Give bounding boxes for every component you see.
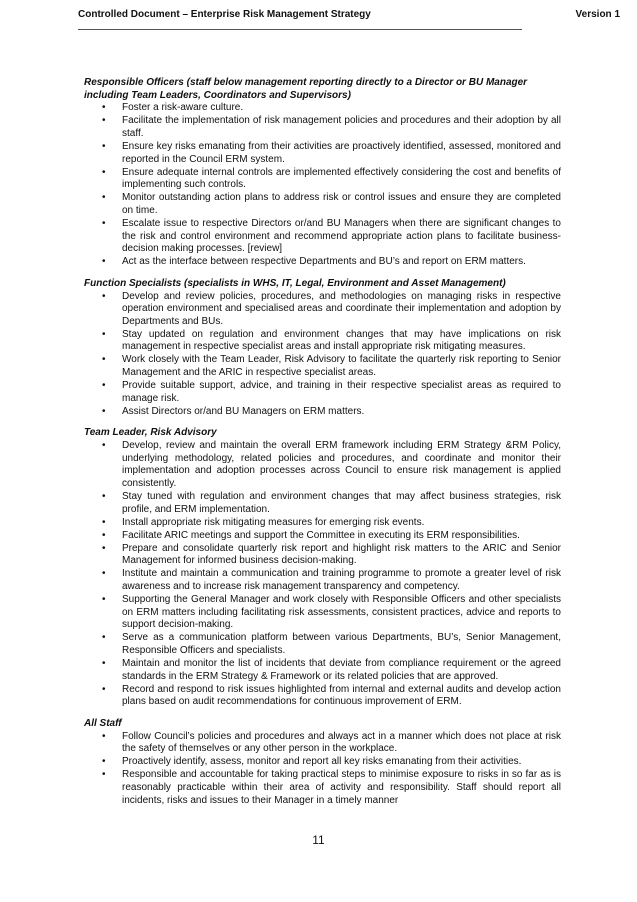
list-item-text: Facilitate ARIC meetings and support the Committee in executing its ERM responsibilities. bbox=[122, 529, 520, 541]
list-item bbox=[84, 769, 561, 807]
section-title: Responsible Officers (staff below management reporting directly to a Director or BU Manager including Team Leaders, Coordinators and Supervisors) bbox=[84, 77, 528, 101]
list-item-text: Develop, review and maintain the overall ERM framework including ERM Strategy &RM Policy, underlying methodology, related policies and procedures, and coordinate and monitor their implementation and adoption processes across Council to ensure risk management is applied consistently. bbox=[122, 440, 561, 489]
list-item-text: Install appropriate risk mitigating measures for emerging risk events. bbox=[122, 516, 425, 528]
bullet-icon: • bbox=[102, 354, 106, 366]
list-item-text: Institute and maintain a communication and training programme to promote a greater level of risk awareness and to increase risk management transparency and competency. bbox=[122, 568, 561, 593]
list-item bbox=[84, 256, 561, 269]
bullet-icon: • bbox=[102, 756, 106, 768]
list-item-text: Proactively identify, assess, monitor and report all key risks emanating from their activities. bbox=[122, 756, 522, 768]
list-item-text: Act as the interface between respective Departments and BU’s and report on ERM matters. bbox=[122, 256, 526, 268]
list-item bbox=[84, 115, 561, 140]
list-item bbox=[84, 491, 561, 516]
bullet-icon: • bbox=[102, 568, 106, 580]
list-item-text: Serve as a communication platform between various Departments, BU’s, Senior Management, Responsible Officers and specialists. bbox=[122, 632, 561, 657]
section bbox=[84, 77, 561, 269]
bullet-icon: • bbox=[102, 405, 106, 417]
bullet-list bbox=[84, 291, 561, 419]
list-item bbox=[84, 192, 561, 217]
list-item bbox=[84, 594, 561, 632]
list-item bbox=[84, 568, 561, 593]
header-divider bbox=[78, 29, 522, 30]
document-title: Controlled Document – Enterprise Risk Management Strategy bbox=[78, 8, 371, 20]
section-title: Function Specialists (specialists in WHS, IT, Legal, Environment and Asset Management) bbox=[84, 277, 506, 289]
bullet-icon: • bbox=[102, 102, 106, 114]
bullet-list bbox=[84, 440, 561, 709]
list-item bbox=[84, 380, 561, 405]
bullet-icon: • bbox=[102, 490, 106, 502]
list-item bbox=[84, 530, 561, 543]
list-item-text: Provide suitable support, advice, and training in their respective specialist areas as required to manage risk. bbox=[122, 380, 561, 404]
bullet-icon: • bbox=[102, 516, 106, 528]
bullet-list bbox=[84, 102, 561, 269]
bullet-icon: • bbox=[102, 140, 106, 152]
list-item-text: Stay tuned with regulation and environment changes that may affect business strategies, risk profile, and ERM implementation. bbox=[122, 490, 561, 515]
list-item-text: Ensure adequate internal controls are implemented effectively considering the cost and benefits of implementing such controls. bbox=[122, 166, 561, 191]
bullet-icon: • bbox=[102, 730, 106, 742]
list-item bbox=[84, 440, 561, 490]
list-item-text: Maintain and monitor the list of incidents that deviate from compliance requirement or the agreed standards in the ERM Strategy & Framework or its related policies that are approved. bbox=[122, 658, 561, 682]
list-item-text: Foster a risk-aware culture. bbox=[122, 102, 244, 114]
bullet-icon: • bbox=[102, 683, 106, 695]
bullet-icon: • bbox=[102, 632, 106, 644]
list-item bbox=[84, 102, 561, 115]
bullet-icon: • bbox=[102, 192, 106, 204]
list-item-text: Ensure key risks emanating from their activities are proactively identified, assessed, monitored and reported in the Council ERM system. bbox=[122, 140, 561, 165]
list-item bbox=[84, 167, 561, 192]
list-item bbox=[84, 406, 561, 419]
bullet-icon: • bbox=[102, 256, 106, 268]
bullet-icon: • bbox=[102, 769, 106, 781]
list-item bbox=[84, 632, 561, 657]
bullet-list bbox=[84, 731, 561, 808]
list-item bbox=[84, 141, 561, 166]
bullet-icon: • bbox=[102, 115, 106, 127]
list-item bbox=[84, 218, 561, 256]
list-item-text: Assist Directors or/and BU Managers on ERM matters. bbox=[122, 405, 365, 417]
list-item-text: Prepare and consolidate quarterly risk report and highlight risk matters to the ARIC and Senior Management for informed business decision-making. bbox=[122, 542, 561, 567]
list-item bbox=[84, 329, 561, 354]
section-title: All Staff bbox=[84, 718, 122, 729]
bullet-icon: • bbox=[102, 328, 106, 340]
bullet-icon: • bbox=[102, 529, 106, 541]
bullet-icon: • bbox=[102, 166, 106, 178]
bullet-icon: • bbox=[102, 290, 106, 302]
list-item-text: Develop and review policies, procedures, and methodologies on managing risks in respective operation environment and specialised areas and coordinate their implementation and adoption by Departments and BUs. bbox=[122, 290, 561, 327]
list-item-text: Work closely with the Team Leader, Risk Advisory to facilitate the quarterly risk reporting to Senior Management and the ARIC in respective specialist areas. bbox=[122, 354, 561, 379]
list-item-text: Stay updated on regulation and environment changes that may have implications on risk management in respective specialist areas and install appropriate risk mitigating measures. bbox=[122, 328, 561, 353]
list-item-text: Monitor outstanding action plans to address risk or control issues and ensure they are completed on time. bbox=[122, 192, 561, 216]
bullet-icon: • bbox=[102, 658, 106, 670]
bullet-icon: • bbox=[102, 380, 106, 392]
bullet-icon: • bbox=[102, 542, 106, 554]
bullet-icon: • bbox=[102, 218, 106, 230]
list-item bbox=[84, 291, 561, 329]
list-item-text: Escalate issue to respective Directors or/and BU Managers when there are significant changes to the risk and control environment and recommend appropriate action plans to facilitate business-decision making processes. [review] bbox=[122, 218, 561, 255]
list-item bbox=[84, 658, 561, 683]
document-version: Version 1 bbox=[575, 8, 620, 20]
list-item-text: Follow Council’s policies and procedures and always act in a manner which does not place at risk the safety of themselves or any other person in the workplace. bbox=[122, 730, 561, 755]
page-number: 11 bbox=[312, 833, 325, 847]
document-body bbox=[84, 77, 561, 816]
list-item bbox=[84, 517, 561, 530]
bullet-icon: • bbox=[102, 440, 106, 452]
list-item bbox=[84, 543, 561, 568]
list-item-text: Facilitate the implementation of risk management policies and procedures and their adoption by all staff. bbox=[122, 115, 561, 139]
section-title: Team Leader, Risk Advisory bbox=[84, 427, 217, 439]
document-header bbox=[78, 4, 620, 24]
list-item-text: Record and respond to risk issues highlighted from internal and external audits and develop action plans based on audit recommendations for continuous improvement of ERM. bbox=[122, 683, 561, 708]
list-item-text: Responsible and accountable for taking practical steps to minimise exposure to risks in so far as is reasonably practicable within their area of activity and responsibility. Staff should report all incidents, risks and issues to their Manager in a timely manner bbox=[122, 769, 561, 806]
list-item bbox=[84, 684, 561, 709]
list-item bbox=[84, 756, 561, 769]
list-item bbox=[84, 731, 561, 756]
list-item bbox=[84, 354, 561, 379]
list-item-text: Supporting the General Manager and work closely with Responsible Officers and other specialists on ERM matters including facilitating risk assessments, consistent practices, advice and reports to support decision-making. bbox=[122, 594, 561, 631]
section bbox=[84, 718, 561, 807]
bullet-icon: • bbox=[102, 594, 106, 606]
section bbox=[84, 427, 561, 709]
section bbox=[84, 278, 561, 419]
